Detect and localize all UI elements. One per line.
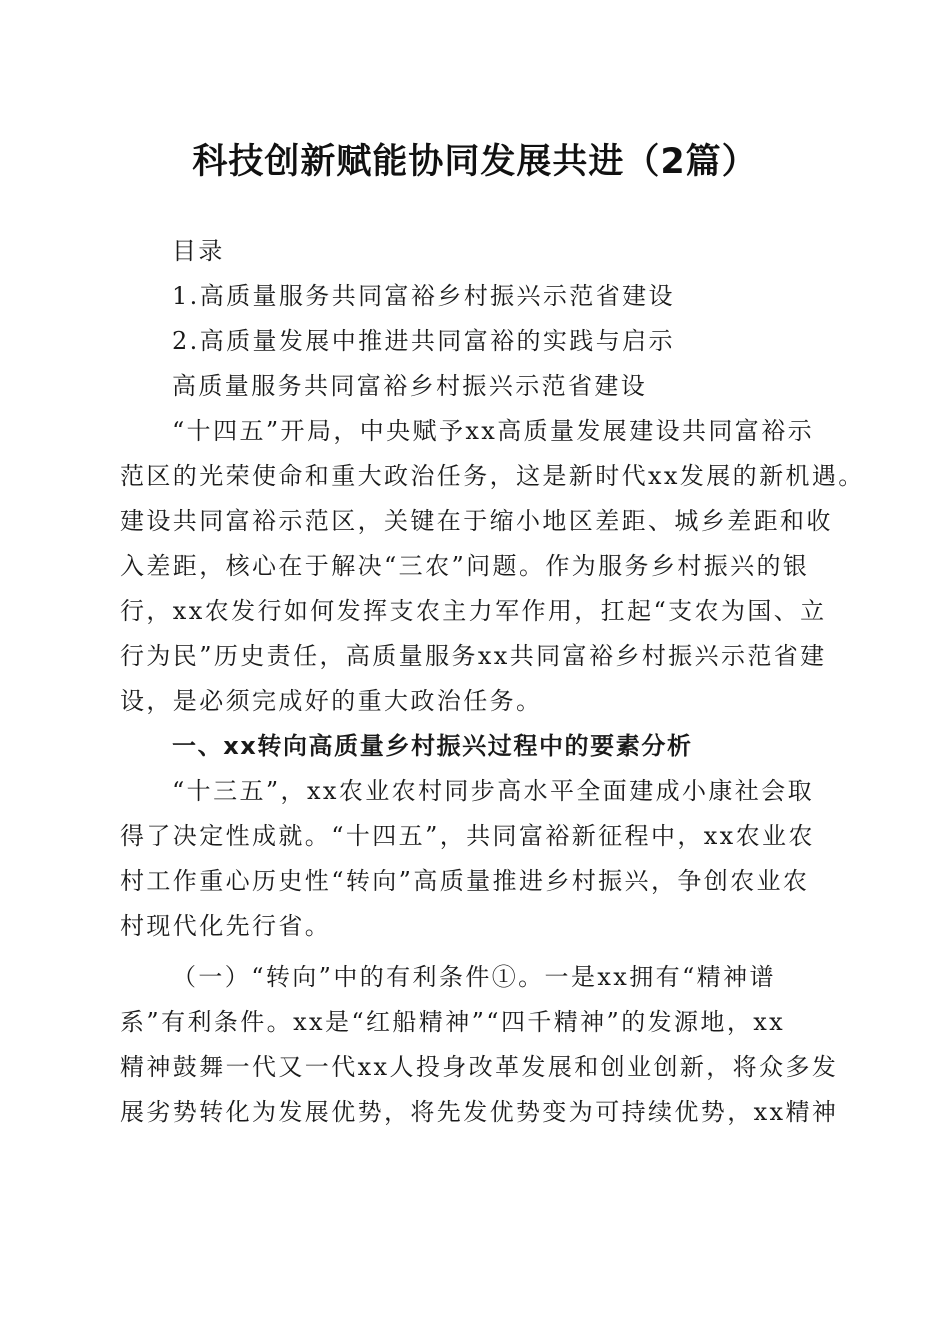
paragraph-line: 村工作重心历史性“转向”高质量推进乡村振兴，争创农业农 — [120, 867, 810, 895]
paragraph-line: 入差距，核心在于解决“三农”问题。作为服务乡村振兴的银 — [120, 552, 810, 580]
paragraph-line: “十四五”开局，中央赋予xx高质量发展建设共同富裕示 — [172, 417, 815, 445]
paragraph-line: （一）“转向”中的有利条件①。一是xx拥有“精神谱 — [172, 963, 776, 991]
section-heading: 一、xx转向高质量乡村振兴过程中的要素分析 — [172, 732, 693, 760]
toc-item: 2.高质量发展中推进共同富裕的实践与启示 — [172, 327, 675, 355]
paragraph-line: 系”有利条件。xx是“红船精神”“四千精神”的发源地，xx — [120, 1008, 786, 1036]
paragraph-line: 展劣势转化为发展优势，将先发优势变为可持续优势，xx精神 — [120, 1098, 839, 1126]
paragraph-line: 精神鼓舞一代又一代xx人投身改革发展和创业创新，将众多发 — [120, 1053, 839, 1081]
article-title: 高质量服务共同富裕乡村振兴示范省建设 — [172, 372, 648, 400]
paragraph-line: “十三五”，xx农业农村同步高水平全面建成小康社会取 — [172, 777, 815, 805]
paragraph-line: 建设共同富裕示范区，关键在于缩小地区差距、城乡差距和收 — [120, 507, 833, 535]
toc-heading: 目录 — [172, 237, 225, 265]
paragraph-line: 得了决定性成就。“十四五”，共同富裕新征程中，xx农业农 — [120, 822, 815, 850]
paragraph-line: 范区的光荣使命和重大政治任务，这是新时代xx发展的新机遇。 — [120, 462, 865, 490]
paragraph-line: 村现代化先行省。 — [120, 912, 332, 940]
document-title: 科技创新赋能协同发展共进（2篇） — [192, 142, 758, 182]
paragraph-line: 行为民”历史责任，高质量服务xx共同富裕乡村振兴示范省建 — [120, 642, 827, 670]
paragraph-line: 设，是必须完成好的重大政治任务。 — [120, 687, 543, 715]
paragraph-line: 行，xx农发行如何发挥支农主力军作用，扛起“支农为国、立 — [120, 597, 827, 625]
toc-item: 1.高质量服务共同富裕乡村振兴示范省建设 — [172, 282, 675, 310]
document-body — [120, 229, 865, 1135]
